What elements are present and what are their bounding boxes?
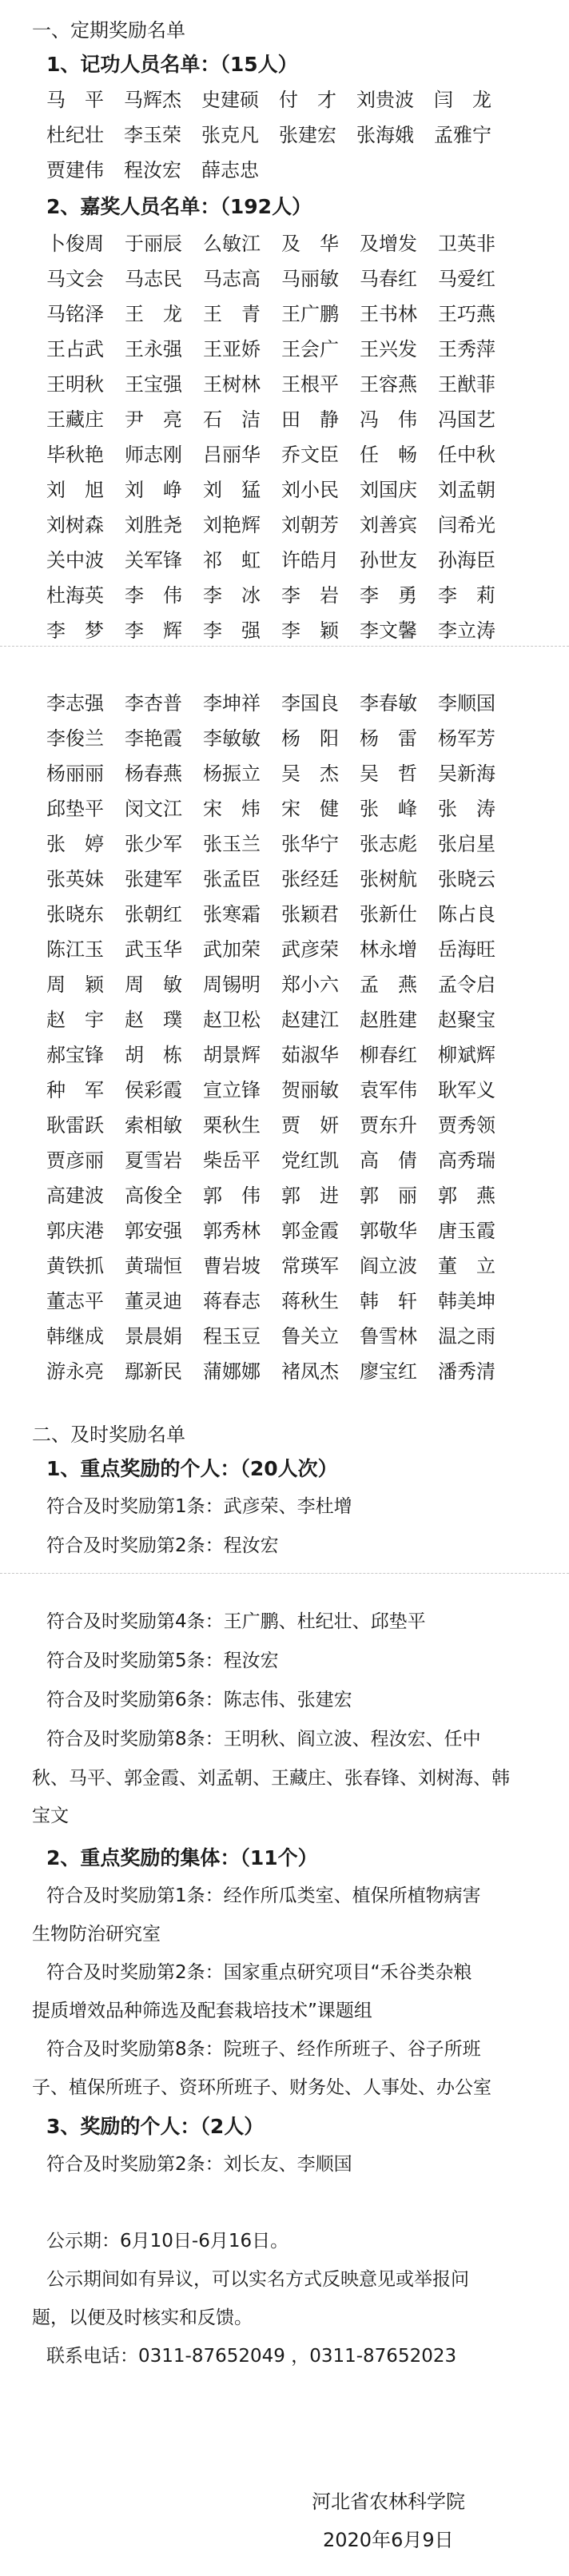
person-name: 任 畅 xyxy=(360,444,417,466)
person-name: 王 青 xyxy=(203,303,261,325)
person-name: 任中秋 xyxy=(438,444,495,466)
person-name: 张寒霜 xyxy=(203,903,261,926)
person-name: 杨 阳 xyxy=(281,727,339,750)
award-line: 符合及时奖励第2条：程汝宏 xyxy=(46,1535,279,1556)
person-name: 王明秋 xyxy=(46,373,104,396)
person-name: 宣立锋 xyxy=(203,1079,261,1101)
person-name: 贺丽敏 xyxy=(281,1079,339,1101)
person-name: 李 强 xyxy=(203,619,261,642)
person-name: 张 婷 xyxy=(46,833,104,855)
person-name: 刘 猛 xyxy=(203,479,261,501)
person-name: 尹 亮 xyxy=(125,408,182,431)
person-name: 田 静 xyxy=(281,408,339,431)
name-row xyxy=(46,1285,514,1320)
name-row xyxy=(46,368,514,404)
person-name: 张树航 xyxy=(360,868,417,890)
person-name: 武加荣 xyxy=(203,938,261,961)
person-name: 杨军芳 xyxy=(438,727,495,750)
person-name: 赵卫松 xyxy=(203,1009,261,1031)
person-name: 张建宏 xyxy=(279,124,336,146)
person-name: 索相敏 xyxy=(125,1114,182,1137)
person-name: 张经廷 xyxy=(281,868,339,890)
person-name: 杨丽丽 xyxy=(46,762,104,785)
name-row xyxy=(46,333,514,368)
award-line-wrap: 宝文 xyxy=(32,1806,69,1826)
person-name: 鲁关立 xyxy=(281,1325,339,1348)
name-row xyxy=(46,1039,514,1074)
person-name: 吴 哲 xyxy=(360,762,417,785)
person-name: 周锡明 xyxy=(203,973,261,996)
page-break-divider xyxy=(0,646,569,647)
person-name: 闫希光 xyxy=(438,514,495,536)
person-name: 马文会 xyxy=(46,268,104,290)
person-name: 李文馨 xyxy=(360,619,417,642)
person-name: 宋 健 xyxy=(281,798,339,820)
person-name: 及增发 xyxy=(360,233,417,255)
person-name: 王容燕 xyxy=(360,373,417,396)
individuals-title: 3、奖励的个人：（2人） xyxy=(46,2115,265,2138)
person-name: 高秀瑞 xyxy=(438,1149,495,1172)
person-name: 王巧燕 xyxy=(438,303,495,325)
person-name: 李 伟 xyxy=(125,584,182,607)
name-row xyxy=(46,154,509,189)
person-name: 王 龙 xyxy=(125,303,182,325)
person-name: 杨 雷 xyxy=(360,727,417,750)
person-name: 王兴发 xyxy=(360,338,417,360)
person-name: 乔文臣 xyxy=(281,444,339,466)
signature-date: 2020年6月9日 xyxy=(323,2529,454,2551)
section-2-title: 二、及时奖励名单 xyxy=(32,1423,185,1446)
signature-org: 河北省农林科学院 xyxy=(312,2490,465,2513)
award-line-wrap: 提质增效品种筛选及配套栽培技术”课题组 xyxy=(32,2001,372,2021)
person-name: 胡景辉 xyxy=(203,1044,261,1066)
person-name: 邱垫平 xyxy=(46,798,104,820)
person-name: 陈占良 xyxy=(438,903,495,926)
person-name: 付 才 xyxy=(279,89,336,111)
person-name: 柳春红 xyxy=(360,1044,417,1066)
person-name: 蒋秋生 xyxy=(281,1290,339,1312)
person-name: 孟令启 xyxy=(438,973,495,996)
person-name: 王猷菲 xyxy=(438,373,495,396)
person-name: 高 倩 xyxy=(360,1149,417,1172)
person-name: 贾东升 xyxy=(360,1114,417,1137)
name-row xyxy=(46,828,514,863)
notice-text-wrap: 题，以便及时核实和反馈。 xyxy=(32,2307,253,2328)
name-row xyxy=(46,1074,514,1109)
person-name: 郭秀林 xyxy=(203,1220,261,1242)
name-row xyxy=(46,263,514,298)
name-row xyxy=(46,863,514,898)
person-name: 阎立波 xyxy=(360,1255,417,1277)
key-groups-title: 2、重点奖励的集体：（11个） xyxy=(46,1846,318,1869)
person-name: 柳斌辉 xyxy=(438,1044,495,1066)
person-name: 程汝宏 xyxy=(124,159,181,181)
person-name: 马志高 xyxy=(203,268,261,290)
person-name: 王书林 xyxy=(360,303,417,325)
person-name: 张 峰 xyxy=(360,798,417,820)
commend-list-title: 2、嘉奖人员名单：（192人） xyxy=(46,195,312,218)
name-row xyxy=(46,793,514,828)
person-name: 韩美坤 xyxy=(438,1290,495,1312)
person-name: 张英妹 xyxy=(46,868,104,890)
name-row xyxy=(46,1215,514,1250)
person-name: 韩 轩 xyxy=(360,1290,417,1312)
person-name: 卫英非 xyxy=(438,233,495,255)
person-name: 关军锋 xyxy=(125,549,182,571)
name-row xyxy=(46,1109,514,1145)
person-name: 赵建江 xyxy=(281,1009,339,1031)
person-name: 赵 宇 xyxy=(46,1009,104,1031)
person-name: 李 冰 xyxy=(203,584,261,607)
name-row xyxy=(46,84,509,119)
person-name: 张晓东 xyxy=(46,903,104,926)
notice-text: 公示期间如有异议，可以实名方式反映意见或举报问 xyxy=(46,2269,469,2290)
person-name: 赵聚宝 xyxy=(438,1009,495,1031)
name-row xyxy=(46,404,514,439)
person-name: 刘贵波 xyxy=(356,89,414,111)
person-name: 张启星 xyxy=(438,833,495,855)
person-name: 张少军 xyxy=(125,833,182,855)
person-name: 鄢新民 xyxy=(125,1360,182,1383)
person-name: 王宝强 xyxy=(125,373,182,396)
person-name: 李顺国 xyxy=(438,692,495,715)
name-row xyxy=(46,1356,514,1391)
person-name: 栗秋生 xyxy=(203,1114,261,1137)
person-name: 耿军义 xyxy=(438,1079,495,1101)
person-name: 李 莉 xyxy=(438,584,495,607)
person-name: 刘孟朝 xyxy=(438,479,495,501)
person-name: 李 辉 xyxy=(125,619,182,642)
person-name: 袁军伟 xyxy=(360,1079,417,1101)
person-name: 党红凯 xyxy=(281,1149,339,1172)
person-name: 胡 栋 xyxy=(125,1044,182,1066)
person-name: 高俊全 xyxy=(125,1184,182,1207)
person-name: 李坤祥 xyxy=(203,692,261,715)
person-name: 赵胜建 xyxy=(360,1009,417,1031)
person-name: 么敏江 xyxy=(203,233,261,255)
person-name: 王藏庄 xyxy=(46,408,104,431)
person-name: 王永强 xyxy=(125,338,182,360)
name-row xyxy=(46,119,509,154)
person-name: 张华宁 xyxy=(281,833,339,855)
person-name: 孙世友 xyxy=(360,549,417,571)
person-name: 蒲娜娜 xyxy=(203,1360,261,1383)
person-name: 侯彩霞 xyxy=(125,1079,182,1101)
person-name: 孟 燕 xyxy=(360,973,417,996)
person-name: 李国良 xyxy=(281,692,339,715)
award-line: 符合及时奖励第1条：经作所瓜类室、植保所植物病害 xyxy=(46,1885,481,1906)
person-name: 耿雷跃 xyxy=(46,1114,104,1137)
name-row xyxy=(46,544,514,579)
award-line: 符合及时奖励第1条：武彦荣、李杜增 xyxy=(46,1496,352,1517)
award-line: 符合及时奖励第5条：程汝宏 xyxy=(46,1650,279,1671)
name-row xyxy=(46,1145,514,1180)
key-individuals-title: 1、重点奖励的个人：（20人次） xyxy=(46,1457,338,1480)
person-name: 王广鹏 xyxy=(281,303,339,325)
name-row xyxy=(46,298,514,333)
person-name: 游永亮 xyxy=(46,1360,104,1383)
person-name: 张孟臣 xyxy=(203,868,261,890)
person-name: 刘善宾 xyxy=(360,514,417,536)
person-name: 马志民 xyxy=(125,268,182,290)
section-1-title: 一、定期奖励名单 xyxy=(32,19,185,42)
person-name: 马铭泽 xyxy=(46,303,104,325)
person-name: 吕丽华 xyxy=(203,444,261,466)
person-name: 张新仕 xyxy=(360,903,417,926)
person-name: 李玉荣 xyxy=(124,124,181,146)
contact-phone: 联系电话：0311-87652049 ，0311-87652023 xyxy=(46,2346,457,2367)
person-name: 刘 峥 xyxy=(125,479,182,501)
person-name: 黄铁抓 xyxy=(46,1255,104,1277)
person-name: 刘胜尧 xyxy=(125,514,182,536)
person-name: 张海娥 xyxy=(356,124,414,146)
award-line: 符合及时奖励第8条：王明秋、阎立波、程汝宏、任中 xyxy=(46,1729,481,1750)
person-name: 周 敏 xyxy=(125,973,182,996)
person-name: 师志刚 xyxy=(125,444,182,466)
person-name: 李俊兰 xyxy=(46,727,104,750)
person-name: 张颖君 xyxy=(281,903,339,926)
person-name: 张志彪 xyxy=(360,833,417,855)
award-line-wrap: 子、植保所班子、资环所班子、财务处、人事处、办公室 xyxy=(32,2077,491,2098)
person-name: 孟雅宁 xyxy=(434,124,491,146)
name-row xyxy=(46,934,514,969)
person-name: 林永增 xyxy=(360,938,417,961)
person-name: 李艳霞 xyxy=(125,727,182,750)
person-name: 宋 炜 xyxy=(203,798,261,820)
person-name: 李春敏 xyxy=(360,692,417,715)
person-name: 杜海英 xyxy=(46,584,104,607)
person-name: 曹岩坡 xyxy=(203,1255,261,1277)
person-name: 高建波 xyxy=(46,1184,104,1207)
person-name: 贾 妍 xyxy=(281,1114,339,1137)
person-name: 褚凤杰 xyxy=(281,1360,339,1383)
person-name: 刘 旭 xyxy=(46,479,104,501)
person-name: 刘朝芳 xyxy=(281,514,339,536)
person-name: 张晓云 xyxy=(438,868,495,890)
person-name: 韩继成 xyxy=(46,1325,104,1348)
person-name: 种 军 xyxy=(46,1079,104,1101)
person-name: 马丽敏 xyxy=(281,268,339,290)
award-line: 符合及时奖励第4条：王广鹏、杜纪壮、邱垫平 xyxy=(46,1611,426,1632)
name-row xyxy=(46,969,514,1004)
name-row xyxy=(46,1004,514,1039)
person-name: 廖宝红 xyxy=(360,1360,417,1383)
name-row xyxy=(46,723,514,758)
person-name: 杨春燕 xyxy=(125,762,182,785)
person-name: 王占武 xyxy=(46,338,104,360)
person-name: 闵文江 xyxy=(125,798,182,820)
person-name: 郭敬华 xyxy=(360,1220,417,1242)
person-name: 孙海臣 xyxy=(438,549,495,571)
person-name: 吴新海 xyxy=(438,762,495,785)
person-name: 马 平 xyxy=(46,89,104,111)
person-name: 董灵迪 xyxy=(125,1290,182,1312)
person-name: 李立涛 xyxy=(438,619,495,642)
person-name: 史建硕 xyxy=(201,89,259,111)
person-name: 李 勇 xyxy=(360,584,417,607)
person-name: 石 洁 xyxy=(203,408,261,431)
person-name: 武玉华 xyxy=(125,938,182,961)
person-name: 于丽辰 xyxy=(125,233,182,255)
award-line: 符合及时奖励第8条：院班子、经作所班子、谷子所班 xyxy=(46,2039,481,2060)
name-row xyxy=(46,579,514,615)
person-name: 赵 璞 xyxy=(125,1009,182,1031)
person-name: 陈江玉 xyxy=(46,938,104,961)
person-name: 李杏普 xyxy=(125,692,182,715)
person-name: 王会广 xyxy=(281,338,339,360)
person-name: 毕秋艳 xyxy=(46,444,104,466)
person-name: 祁 虹 xyxy=(203,549,261,571)
person-name: 马辉杰 xyxy=(124,89,181,111)
person-name: 刘国庆 xyxy=(360,479,417,501)
person-name: 黄瑞恒 xyxy=(125,1255,182,1277)
person-name: 郭安强 xyxy=(125,1220,182,1242)
person-name: 周 颖 xyxy=(46,973,104,996)
person-name: 景晨娟 xyxy=(125,1325,182,1348)
person-name: 茹淑华 xyxy=(281,1044,339,1066)
name-row xyxy=(46,1180,514,1215)
name-row xyxy=(46,898,514,934)
person-name: 马爱红 xyxy=(438,268,495,290)
person-name: 鲁雪林 xyxy=(360,1325,417,1348)
award-line: 符合及时奖励第6条：陈志伟、张建宏 xyxy=(46,1690,352,1710)
person-name: 吴 杰 xyxy=(281,762,339,785)
person-name: 岳海旺 xyxy=(438,938,495,961)
name-row xyxy=(46,439,514,474)
person-name: 李敏敏 xyxy=(203,727,261,750)
person-name: 李志强 xyxy=(46,692,104,715)
person-name: 郭 伟 xyxy=(203,1184,261,1207)
person-name: 常瑛军 xyxy=(281,1255,339,1277)
person-name: 郭 丽 xyxy=(360,1184,417,1207)
name-row xyxy=(46,474,514,509)
person-name: 及 华 xyxy=(281,233,339,255)
person-name: 董志平 xyxy=(46,1290,104,1312)
person-name: 贾秀领 xyxy=(438,1114,495,1137)
award-line-wrap: 秋、马平、郭金霞、刘孟朝、王藏庄、张春锋、刘树海、韩 xyxy=(32,1768,510,1789)
person-name: 郭庆港 xyxy=(46,1220,104,1242)
person-name: 冯国艺 xyxy=(438,408,495,431)
person-name: 蒋春志 xyxy=(203,1290,261,1312)
person-name: 杨振立 xyxy=(203,762,261,785)
person-name: 李 颖 xyxy=(281,619,339,642)
name-row xyxy=(46,228,514,263)
person-name: 郭 燕 xyxy=(438,1184,495,1207)
person-name: 刘艳辉 xyxy=(203,514,261,536)
page-break-divider xyxy=(0,1573,569,1574)
person-name: 郭金霞 xyxy=(281,1220,339,1242)
name-row xyxy=(46,758,514,793)
notice-period: 公示期：6月10日-6月16日。 xyxy=(46,2231,289,2252)
person-name: 夏雪岩 xyxy=(125,1149,182,1172)
person-name: 张 涛 xyxy=(438,798,495,820)
person-name: 薛志忠 xyxy=(201,159,259,181)
person-name: 温之雨 xyxy=(438,1325,495,1348)
person-name: 王树林 xyxy=(203,373,261,396)
person-name: 张建军 xyxy=(125,868,182,890)
person-name: 许皓月 xyxy=(281,549,339,571)
person-name: 郝宝锋 xyxy=(46,1044,104,1066)
person-name: 唐玉霞 xyxy=(438,1220,495,1242)
merit-list-title: 1、记功人员名单：（15人） xyxy=(46,53,298,76)
award-line-wrap: 生物防治研究室 xyxy=(32,1924,161,1945)
person-name: 张克凡 xyxy=(201,124,259,146)
person-name: 刘小民 xyxy=(281,479,339,501)
person-name: 贾建伟 xyxy=(46,159,104,181)
person-name: 王亚娇 xyxy=(203,338,261,360)
person-name: 郭 进 xyxy=(281,1184,339,1207)
person-name: 潘秀清 xyxy=(438,1360,495,1383)
person-name: 闫 龙 xyxy=(434,89,491,111)
name-row xyxy=(46,1250,514,1285)
person-name: 卜俊周 xyxy=(46,233,104,255)
person-name: 贾彦丽 xyxy=(46,1149,104,1172)
person-name: 程玉豆 xyxy=(203,1325,261,1348)
person-name: 刘树森 xyxy=(46,514,104,536)
person-name: 关中波 xyxy=(46,549,104,571)
person-name: 郑小六 xyxy=(281,973,339,996)
person-name: 马春红 xyxy=(360,268,417,290)
person-name: 张朝红 xyxy=(125,903,182,926)
name-row xyxy=(46,687,514,723)
person-name: 柴岳平 xyxy=(203,1149,261,1172)
person-name: 李 岩 xyxy=(281,584,339,607)
person-name: 杜纪壮 xyxy=(46,124,104,146)
award-line: 符合及时奖励第2条：国家重点研究项目“禾谷类杂粮 xyxy=(46,1962,472,1983)
person-name: 李 梦 xyxy=(46,619,104,642)
award-line: 符合及时奖励第2条：刘长友、李顺国 xyxy=(46,2154,352,2175)
name-row xyxy=(46,1320,514,1356)
person-name: 王根平 xyxy=(281,373,339,396)
person-name: 冯 伟 xyxy=(360,408,417,431)
person-name: 张玉兰 xyxy=(203,833,261,855)
person-name: 武彦荣 xyxy=(281,938,339,961)
person-name: 董 立 xyxy=(438,1255,495,1277)
name-row xyxy=(46,615,514,650)
person-name: 王秀萍 xyxy=(438,338,495,360)
name-row xyxy=(46,509,514,544)
